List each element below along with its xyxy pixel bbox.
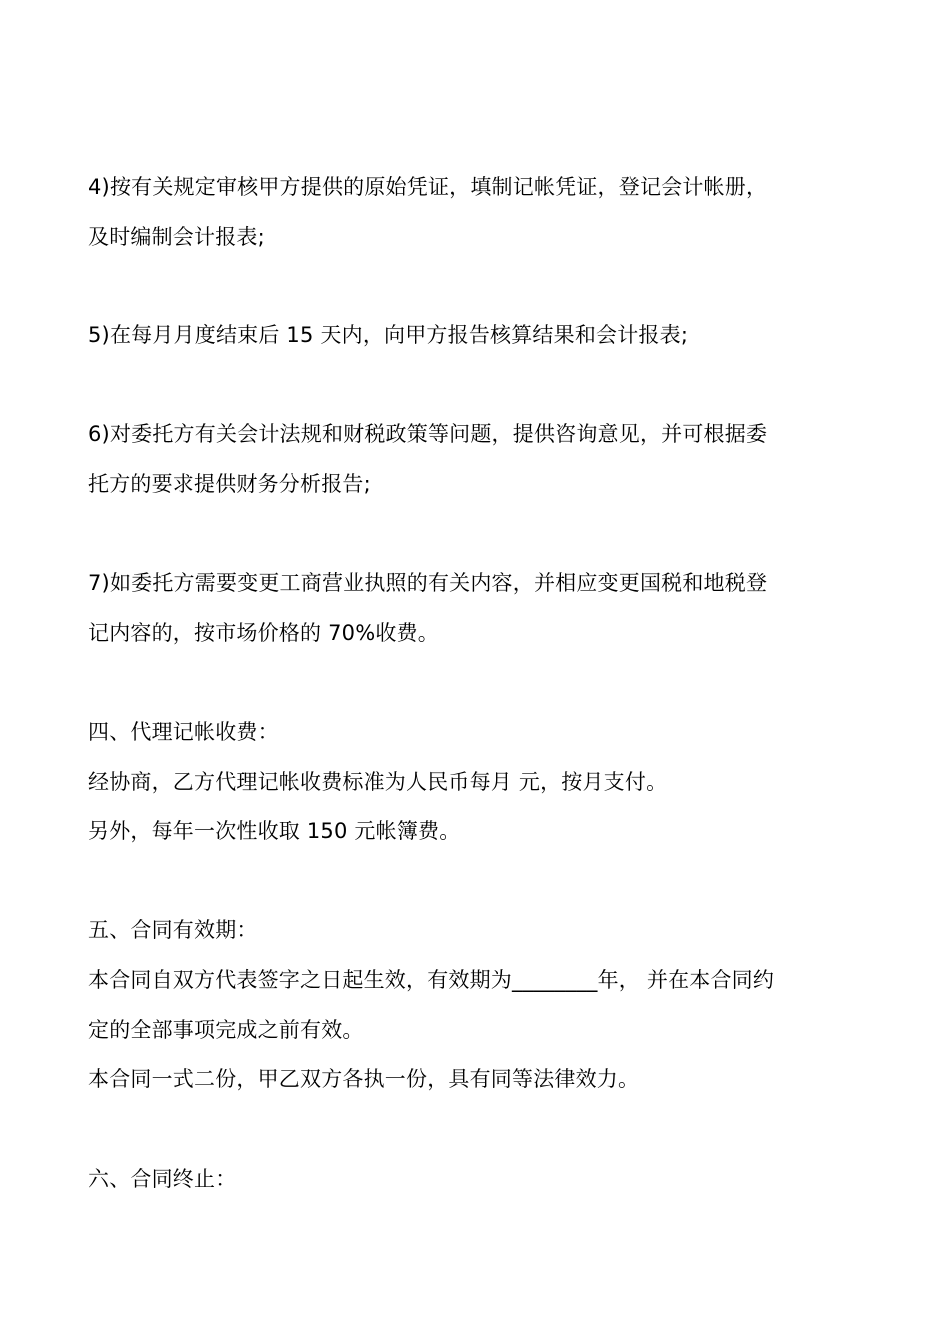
section-5-paragraph-1-line-1: 本合同自双方代表签字之日起生效，有效期为________年， 并在本合同约 [88, 968, 775, 992]
item-4-line-1: 4)按有关规定审核甲方提供的原始凭证，填制记帐凭证，登记会计帐册， [88, 175, 768, 199]
section-4-heading: 四、代理记帐收费： [88, 720, 279, 744]
section-6-heading: 六、合同终止： [88, 1167, 237, 1191]
item-6-line-2: 托方的要求提供财务分析报告; [88, 472, 371, 496]
section-5-heading: 五、合同有效期： [88, 918, 258, 942]
item-7-line-2: 记内容的，按市场价格的 70%收费。 [88, 621, 439, 645]
section-4-paragraph-1: 经协商，乙方代理记帐收费标准为人民币每月 元，按月支付。 [88, 770, 668, 794]
section-5-paragraph-1-line-2: 定的全部事项完成之前有效。 [88, 1018, 364, 1042]
item-5-line-1: 5)在每月月度结束后 15 天内，向甲方报告核算结果和会计报表; [88, 323, 689, 347]
item-4-line-2: 及时编制会计报表; [88, 225, 265, 249]
section-4-paragraph-2: 另外，每年一次性收取 150 元帐簿费。 [88, 819, 461, 843]
section-5-paragraph-2: 本合同一式二份，甲乙双方各执一份，具有同等法律效力。 [88, 1067, 640, 1091]
item-7-line-1: 7)如委托方需要变更工商营业执照的有关内容，并相应变更国税和地税登 [88, 571, 768, 595]
item-6-line-1: 6)对委托方有关会计法规和财税政策等问题，提供咨询意见，并可根据委 [88, 422, 768, 446]
